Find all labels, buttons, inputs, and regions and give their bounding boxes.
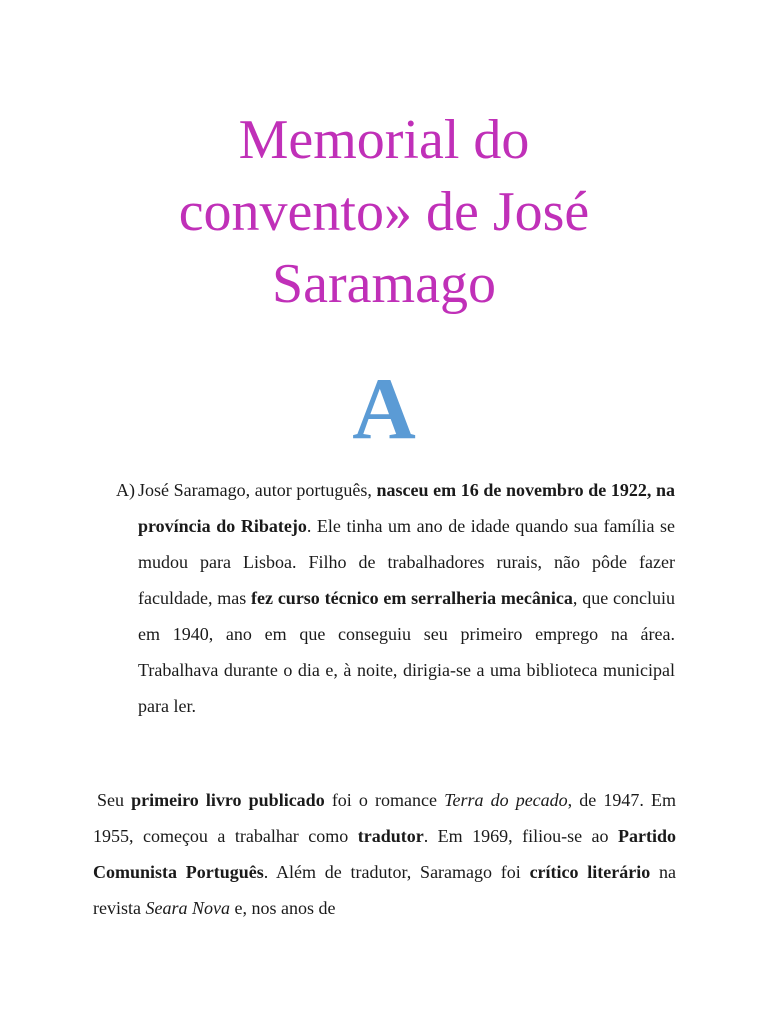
bold-text: nasceu em 16 de novembro de 1922, na província do Ribatejo xyxy=(138,480,675,536)
section-letter: A xyxy=(352,361,416,458)
text-run: . Em 1969, filiou-se ao xyxy=(423,826,618,846)
text-run: José Saramago, autor português, xyxy=(138,480,377,500)
bold-text: fez curso técnico em serralheria mecânica xyxy=(251,588,573,608)
bold-text: crítico literário xyxy=(529,862,651,882)
title-line-3: Saramago xyxy=(272,253,496,315)
text-run: Seu xyxy=(97,790,132,810)
list-item-biography xyxy=(138,472,675,724)
title-line-2: convento» de José xyxy=(178,181,590,243)
bold-text: Partido Comunista Português xyxy=(93,826,676,882)
text-run: . Ele tinha um ano de idade quando sua família se mudou para Lisboa. Filho de trabalhadores rurais, não pôde fazer faculdade, mas xyxy=(138,516,676,608)
italic-text: Seara Nova xyxy=(145,898,230,918)
text-run: , de 1947. Em 1955, começou a trabalhar como xyxy=(93,790,676,846)
bold-text: primeiro livro publicado xyxy=(131,790,325,810)
italic-text: Terra do pecado xyxy=(444,790,568,810)
text-run: foi o romance xyxy=(324,790,445,810)
text-run: . Além de tradutor, Saramago foi xyxy=(263,862,530,882)
bold-text: tradutor xyxy=(357,826,424,846)
list-marker: A) xyxy=(116,480,135,500)
body-paragraph xyxy=(93,782,676,926)
title-line-1: Memorial do xyxy=(238,109,530,171)
text-run: e, nos anos de xyxy=(229,898,336,918)
text-run: na revista xyxy=(93,862,676,918)
document-title xyxy=(90,104,678,320)
text-run: , que concluiu em 1940, ano em que conseguiu seu primeiro emprego na área. Trabalhava durante o dia e, à noite, dirigia-se a uma biblioteca municipal para ler. xyxy=(138,588,675,716)
